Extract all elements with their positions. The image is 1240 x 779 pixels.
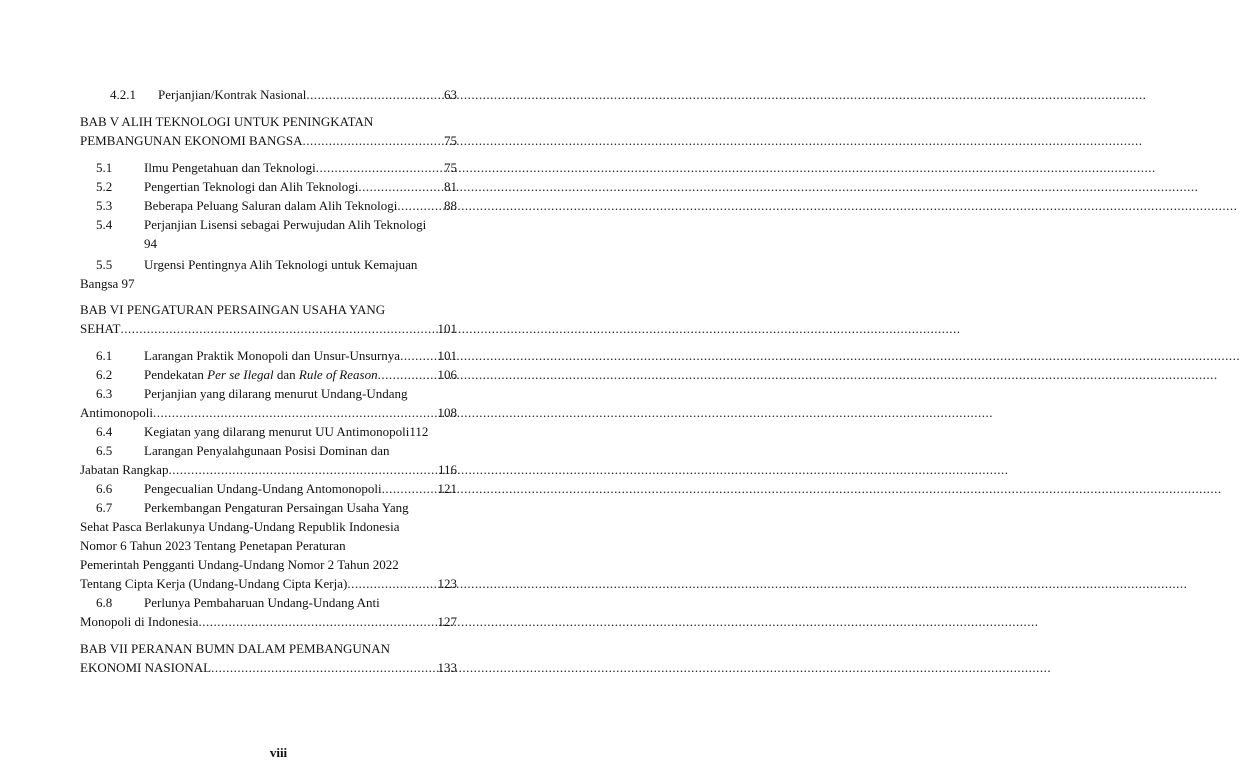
leader-dots (120, 320, 437, 338)
toc-entry-6-7-cont[interactable] (80, 575, 457, 593)
toc-entry-6-3[interactable] (96, 385, 408, 403)
entry-title: Larangan Praktik Monopoli dan Unsur-Unsurnya (144, 348, 401, 363)
entry-page: 108 (437, 405, 457, 420)
page-number: viii (269, 745, 288, 760)
entry-title: Pengecualian Undang-Undang Antomonopoli (144, 481, 382, 496)
entry-title: Kegiatan yang dilarang menurut UU Antimonopoli (144, 424, 410, 439)
toc-entry-6-6[interactable] (96, 480, 457, 498)
entry-title: Pengertian Teknologi dan Alih Teknologi (144, 179, 359, 194)
entry-title-wrapped: Tentang Cipta Kerja (Undang-Undang Cipta Kerja) (80, 576, 348, 591)
chapter-6-title-line1[interactable]: BAB VI PENGATURAN PERSAINGAN USAHA YANG (80, 302, 386, 317)
entry-title-wrapped: Bangsa 97 (80, 276, 135, 291)
entry-number: 5.1 (96, 160, 113, 175)
entry-page: 123 (437, 576, 457, 591)
entry-page: 101 (437, 348, 457, 363)
entry-page-wrapped: 94 (144, 236, 157, 251)
leader-dots (316, 159, 444, 177)
entry-number: 5.2 (96, 179, 113, 194)
entry-page: 121 (437, 481, 457, 496)
entry-title-wrapped: Pemerintah Pengganti Undang-Undang Nomor 2 Tahun 2022 (80, 557, 399, 572)
leader-dots (153, 404, 438, 422)
toc-entry-5-4[interactable] (96, 216, 426, 234)
entry-page: 81 (444, 179, 457, 194)
leader-dots (378, 366, 438, 384)
chapter-page: 133 (437, 660, 457, 675)
entry-number: 4.2.1 (110, 87, 136, 102)
title-part-italic: Rule of Reason (298, 367, 378, 382)
leader-dots (211, 659, 437, 677)
entry-title: Perjanjian/Kontrak Nasional (158, 87, 307, 102)
toc-entry-6-5-cont[interactable] (80, 461, 457, 479)
entry-title: Perlunya Pembaharuan Undang-Undang Anti (144, 595, 380, 610)
toc-entry-5-3[interactable] (96, 197, 457, 215)
entry-number: 5.4 (96, 217, 113, 232)
entry-number: 5.3 (96, 198, 113, 213)
entry-page: 112 (409, 424, 429, 439)
toc-entry-6-5[interactable] (96, 442, 390, 460)
leader-dots (302, 132, 444, 150)
leader-dots (382, 480, 438, 498)
entry-title: Urgensi Pentingnya Alih Teknologi untuk Kemajuan (144, 257, 418, 272)
leader-dots (306, 86, 444, 104)
chapter-7-title-line1[interactable]: BAB VII PERANAN BUMN DALAM PEMBANGUNAN (80, 641, 390, 656)
entry-title: Perkembangan Pengaturan Persaingan Usaha Yang (144, 500, 409, 515)
entry-title-wrapped: Monopoli di Indonesia (80, 614, 199, 629)
chapter-5-title-line1[interactable]: BAB V ALIH TEKNOLOGI UNTUK PENINGKATAN (80, 114, 374, 129)
entry-page: 106 (437, 367, 457, 382)
toc-chapter-6[interactable] (80, 320, 457, 338)
entry-page: 127 (437, 614, 457, 629)
entry-number: 6.5 (96, 443, 113, 458)
entry-title-wrapped: Jabatan Rangkap (80, 462, 169, 477)
title-part: dan (273, 367, 299, 382)
entry-title (144, 366, 378, 384)
entry-page: 63 (444, 87, 457, 102)
entry-number: 6.7 (96, 500, 113, 515)
leader-dots (397, 197, 444, 215)
entry-number: 6.6 (96, 481, 113, 496)
entry-page: 75 (444, 160, 457, 175)
toc-entry-5-5[interactable] (96, 256, 417, 274)
entry-title: Beberapa Peluang Saluran dalam Alih Teknologi (144, 198, 398, 213)
entry-page: 116 (437, 462, 457, 477)
entry-title: Perjanjian Lisensi sebagai Perwujudan Alih Teknologi (144, 217, 427, 232)
entry-title: Perjanjian yang dilarang menurut Undang-Undang (144, 386, 408, 401)
leader-dots (400, 347, 437, 365)
entry-number: 6.8 (96, 595, 113, 610)
chapter-title: PEMBANGUNAN EKONOMI BANGSA (80, 133, 303, 148)
entry-number: 6.4 (96, 424, 113, 439)
toc-entry-4-2-1[interactable] (110, 86, 457, 104)
toc-entry-5-1[interactable] (96, 159, 457, 177)
toc-chapter-5[interactable] (80, 132, 457, 150)
leader-dots (168, 461, 438, 479)
entry-title: Larangan Penyalahgunaan Posisi Dominan dan (144, 443, 390, 458)
entry-title: Ilmu Pengetahuan dan Teknologi (144, 160, 316, 175)
entry-title-wrapped: Antimonopoli (80, 405, 153, 420)
title-part-italic: Per se Ilegal (207, 367, 274, 382)
toc-entry-6-4[interactable] (96, 423, 428, 441)
toc-entry-6-7[interactable] (96, 499, 409, 517)
chapter-title: EKONOMI NASIONAL (80, 660, 212, 675)
toc-entry-5-2[interactable] (96, 178, 457, 196)
title-part: Pendekatan (144, 367, 208, 382)
toc-entry-6-3-cont[interactable] (80, 404, 457, 422)
entry-number: 6.1 (96, 348, 113, 363)
entry-number: 6.2 (96, 367, 113, 382)
entry-number: 6.3 (96, 386, 113, 401)
leader-dots (358, 178, 444, 196)
toc-entry-6-8[interactable] (96, 594, 380, 612)
entry-title-wrapped: Sehat Pasca Berlakunya Undang-Undang Republik Indonesia (80, 519, 400, 534)
toc-entry-6-1[interactable] (96, 347, 457, 365)
toc-entry-6-8-cont[interactable] (80, 613, 457, 631)
chapter-page: 101 (437, 321, 457, 336)
leader-dots (347, 575, 437, 593)
toc-entry-6-2[interactable] (96, 366, 457, 384)
entry-title-wrapped: Nomor 6 Tahun 2023 Tentang Penetapan Peraturan (80, 538, 346, 553)
entry-number: 5.5 (96, 257, 113, 272)
leader-dots (198, 613, 437, 631)
chapter-title: SEHAT (80, 321, 121, 336)
toc-chapter-7[interactable] (80, 659, 457, 677)
entry-page: 88 (444, 198, 457, 213)
chapter-page: 75 (444, 133, 457, 148)
